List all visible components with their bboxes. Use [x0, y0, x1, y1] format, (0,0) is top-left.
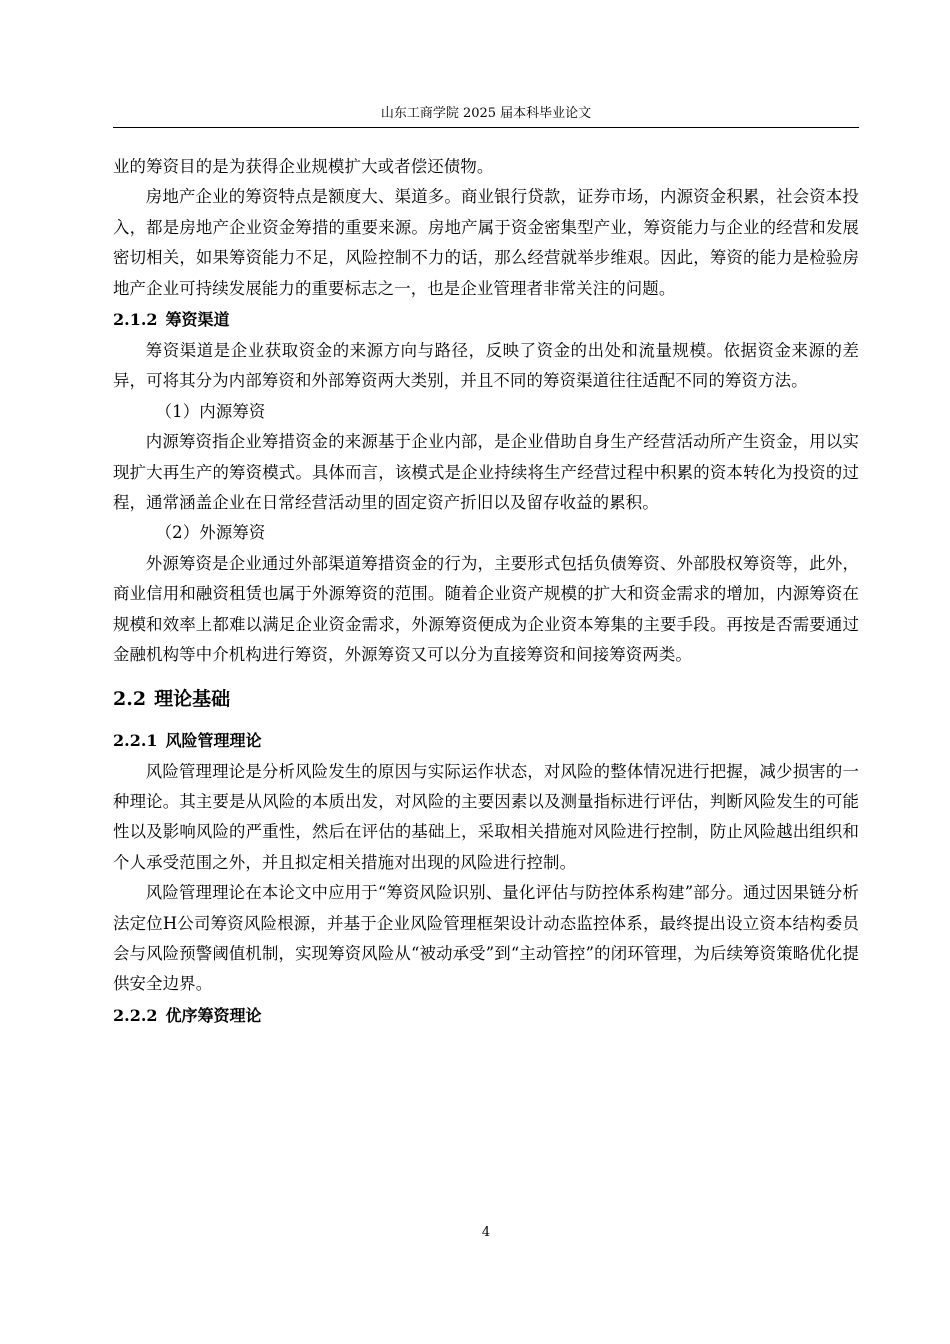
- page-number: 4: [481, 1225, 491, 1240]
- heading-title: 筹资渠道: [165, 310, 230, 330]
- paragraph: 房地产企业的筹资特点是额度大、渠道多。商业银行贷款，证券市场，内源资金积累，社会资本投入，都是房地产企业资金筹措的重要来源。房地产属于资金密集型产业，筹资能力与企业的经营和发展密切相关，如果筹资能力不足，风险控制不力的话，那么经营就举步维艰。因此，筹资的能力是检验房地产企业可持续发展能力的重要标志之一，也是企业管理者非常关注的问题。: [113, 187, 859, 298]
- section-heading-2-2-1: [113, 725, 859, 757]
- paragraph: 内源筹资指企业筹措资金的来源基于企业内部，是企业借助自身生产经营活动所产生资金，用以实现扩大再生产的筹资模式。具体而言，该模式是企业持续将生产经营过程中积累的资本转化为投资的过程，通常涵盖企业在日常经营活动里的固定资产折旧以及留存收益的累积。: [113, 432, 859, 513]
- paragraph: 业的筹资目的是为获得企业规模扩大或者偿还债物。: [113, 157, 494, 176]
- running-header: 山东工商学院 2025 届本科毕业论文: [380, 106, 592, 121]
- heading-number: 2.2: [113, 687, 147, 710]
- paragraph: 风险管理理论在本论文中应用于“筹资风险识别、量化评估与防控体系构建”部分。通过因果链分析法定位H公司筹资风险根源，并基于企业风险管理框架设计动态监控体系，最终提出设立资本结构委员会与风险预警阈值机制，实现筹资风险从“被动承受”到“主动管控”的闭环管理，为后续筹资策略优化提供安全边界。: [113, 883, 859, 994]
- paragraph: 风险管理理论是分析风险发生的原因与实际运作状态，对风险的整体情况进行把握，减少损害的一种理论。其主要是从风险的本质出发，对风险的主要因素以及测量指标进行评估，判断风险发生的可能性以及影响风险的严重性，然后在评估的基础上，采取相关措施对风险进行控制，防止风险越出组织和个人承受范围之外，并且拟定相关措施对出现的风险进行控制。: [113, 761, 859, 872]
- heading-title: 风险管理理论: [165, 730, 262, 750]
- header-rule: [113, 127, 859, 128]
- section-heading-2-2-2: [113, 1000, 859, 1032]
- list-item-label: （2）外源筹资: [155, 523, 266, 543]
- heading-number: 2.2.2: [113, 1005, 158, 1025]
- section-heading-2-2: [113, 681, 859, 717]
- list-item-label: （1）内源筹资: [155, 401, 266, 421]
- paragraph: 筹资渠道是企业获取资金的来源方向与路径，反映了资金的出处和流量规模。依据资金来源的差异，可将其分为内部筹资和外部筹资两大类别，并且不同的筹资渠道往往适配不同的筹资方法。: [113, 341, 859, 391]
- heading-title: 优序筹资理论: [165, 1005, 262, 1025]
- body-text: [113, 152, 859, 1032]
- heading-number: 2.1.2: [113, 310, 158, 330]
- section-heading-2-1-2: [113, 304, 859, 336]
- heading-number: 2.2.1: [113, 730, 158, 750]
- paragraph: 外源筹资是企业通过外部渠道筹措资金的行为，主要形式包括负债筹资、外部股权筹资等，此外，商业信用和融资租赁也属于外源筹资的范围。随着企业资产规模的扩大和资金需求的增加，内源筹资在规模和效率上都难以满足企业资金需求，外源筹资便成为企业资本筹集的主要手段。再按是否需要通过金融机构等中介机构进行筹资，外源筹资又可以分为直接筹资和间接筹资两类。: [113, 553, 859, 665]
- heading-title: 理论基础: [154, 687, 231, 710]
